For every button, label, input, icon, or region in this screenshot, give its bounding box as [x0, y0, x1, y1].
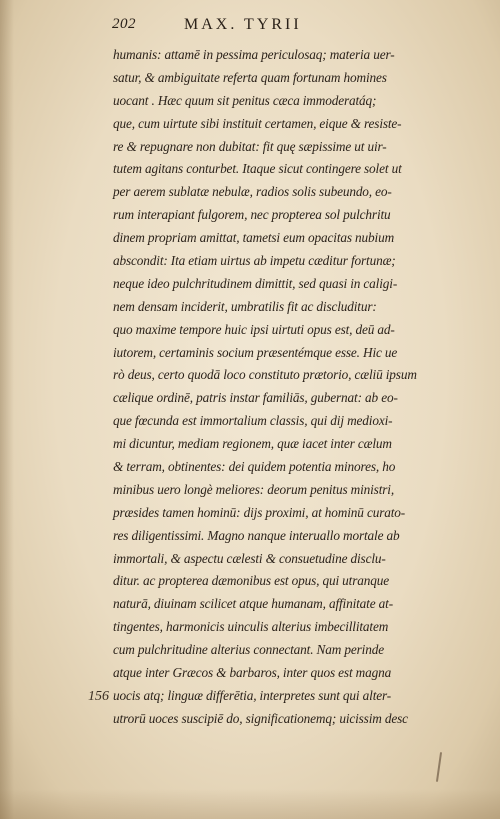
page-bottom-shadow [0, 789, 500, 819]
text-line: rum interapiant fulgorem, nec propterea sol pulchritu [113, 207, 391, 223]
text-line: immortali, & aspectu cælesti & consuetudine disclu- [113, 550, 386, 566]
text-line: mi dicuntur, mediam regionem, quæ iacet inter cælum [113, 436, 392, 452]
text-line: cælique ordinē, patris instar familiās, gubernat: ab eo- [113, 390, 398, 406]
running-title: MAX. TYRII [184, 16, 302, 33]
text-line: minibus uero longè meliores: deorum penitus ministri, [113, 481, 394, 497]
text-line: que fœcunda est immortalium classis, qui dij medioxi- [113, 413, 393, 429]
text-line: res diligentissimi. Magno nanque interuallo mortale ab [113, 527, 400, 543]
margin-note: 156 [88, 689, 109, 704]
text-line: per aerem sublatæ nebulæ, radios solis subeundo, eo- [113, 184, 392, 200]
text-line: & terram, obtinentes: dei quidem potentia minores, ho [113, 459, 396, 475]
text-line: tutem agitans conturbet. Itaque sicut contingere solet ut [113, 161, 402, 177]
text-line: quo maxime tempore huic ipsi uirtuti opus est, deū ad- [113, 321, 395, 337]
text-line: nem densam inciderit, umbratilis fit ac discluditur: [113, 298, 377, 314]
text-line: naturā, diuinam scilicet atque humanam, affinitate at- [113, 596, 393, 612]
text-line: atque inter Græcos & barbaros, inter quos est magna [113, 665, 392, 681]
page-gutter-shadow [0, 0, 14, 819]
text-line: que, cum uirtute sibi instituit certamen, eique & resiste- [113, 115, 402, 131]
text-line: dinem propriam amittat, tametsi eum opacitas nubium [113, 230, 395, 246]
text-line: præsides tamen hominū: dijs proximi, at hominū curato- [113, 504, 406, 520]
page-header [112, 16, 472, 42]
text-line: abscondit: Ita etiam uirtus ab impetu cæditur fortunæ; [113, 253, 396, 269]
ink-mark [436, 752, 442, 782]
text-line: ditur. ac propterea dæmonibus est opus, qui utranque [113, 573, 389, 589]
text-line: humanis: attamē in pessima periculosaq; materia uer- [113, 47, 395, 62]
text-line: tingentes, harmonicis uinculis alterius imbecillitatem [113, 619, 389, 635]
text-line: re & repugnare non dubitat: fit quę sæpissime ut uir- [113, 138, 387, 154]
text-line: rò deus, certo quodā loco constituto prætorio, cæliū ipsum [113, 367, 417, 383]
text-line: uocant . Hæc quum sit penitus cæca immoderatáq; [113, 92, 377, 108]
text-line: uocis atq; linguæ differētia, interpretes sunt qui alter- [113, 687, 392, 703]
text-line: utrorū uoces suscipiē do, significationemq; uicissim desc [113, 710, 408, 726]
text-line: satur, & ambiguitate referta quam fortunam homines [113, 69, 387, 85]
body-text [113, 44, 473, 731]
text-line: iutorem, certaminis socium præsentémque esse. Hic ue [113, 344, 398, 360]
text-line: neque ideo pulchritudinem dimittit, sed quasi in caligi- [113, 275, 398, 291]
text-line: cum pulchritudine alterius connectant. Nam perinde [113, 642, 384, 658]
page-number: 202 [112, 16, 136, 32]
